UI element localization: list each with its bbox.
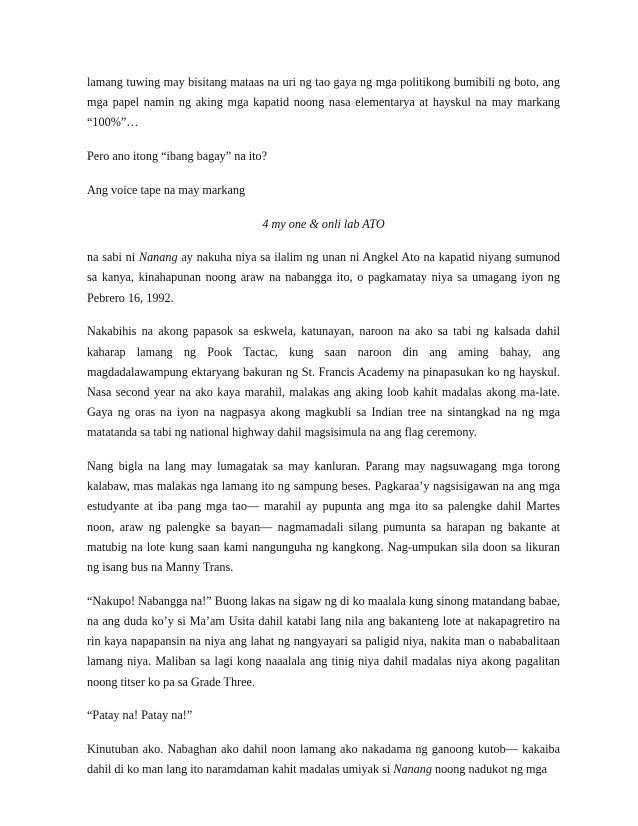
paragraph-5-text-a: na sabi ni [87,250,139,265]
paragraph-5-nanang: Nanang [138,250,178,265]
paragraph-3 [87,180,560,200]
paragraph-7 [87,456,560,577]
tape-label-text: 4 my one & onli lab ATO [262,216,385,231]
paragraph-8-text: “Nakupo! Nabangga na!” Buong lakas na sigaw ng di ko maalala kung sinong matandang babae, na ang duda ko’y si Ma’am Usita dahil katabi lang nila ang bakanteng lote at nakapagretiro na rin kaya napapansin na niya ang lahat ng nangyayari sa paligid niya, nakita man o nababalitaan lamang niya. Maliban sa lagi kong naaalala ang tinig niya dahil madalas niya akong pagalitan noong titser ko pa sa Grade Three. [87,593,560,689]
paragraph-1-text: lamang tuwing may bisitang mataas na uri ng tao gaya ng mga politikong bumibili ng boto, ang mga papel namin ng aking mga kapatid noong nasa elementarya at hayskul na may markang “100%”… [87,75,560,130]
paragraph-3-text: Ang voice tape na may markang [87,182,246,197]
paragraph-10-text-b: noong nadukot ng mga [431,762,548,777]
paragraph-5 [87,247,560,308]
paragraph-2-text: Pero ano itong “ibang bagay” na ito? [87,149,268,164]
paragraph-10-text-a: Kinutuban ako. Nabaghan ako dahil noon lamang ako nakadama ng ganoong kutob— kakaiba dahil di ko man lang ito naramdaman kahit madalas umiyak si [87,741,560,777]
paragraph-10 [87,739,560,779]
paragraph-8 [87,591,560,692]
paragraph-7-text: Nang bigla na lang may lumagatak sa may kanluran. Parang may nagsuwagang mga torong kalabaw, mas malakas nga lamang ito ng sampung beses. Pagkaraa’y nagsisigawan na ang mga estudyante at iba pang mga tao— marahil ay pupunta ang mga ito sa palengke dahil Martes noon, araw ng palengke sa bayan— nagmamadali silang pumunta sa harapan ng bakante at matubig na lote kung saan kami nangunguha ng kangkong. Nag-umpukan sila doon sa likuran ng isang bus na Manny Trans. [87,459,560,575]
paragraph-9 [87,705,560,725]
paragraph-6 [87,321,560,442]
paragraph-1 [87,72,560,133]
paragraph-5-text-b: ay nakuha niya sa ilalim ng unan ni Angkel Ato na kapatid niyang sumunod sa kanya, kinahapunan noong araw na nabangga ito, o pagkamatay niya sa umagang iyon ng Pebrero 16, 1992. [87,250,560,305]
tape-label-line [87,214,560,234]
paragraph-6-text: Nakabihis na akong papasok sa eskwela, katunayan, naroon na ako sa tabi ng kalsada dahil kaharap lamang ng Pook Tactac, kung saan naroon din ang aming bahay, ang magdadalawampung ektaryang bakuran ng St. Francis Academy na pinapasukan ko ng hayskul. Nasa second year na ako kaya marahil, malakas ang aking loob kahit madalas akong ma-late. Gaya ng oras na iyon na nagpasya akong magkubli sa Indian tree na sintangkad na ng mga matatanda sa tabi ng national highway dahil magsisimula na ang flag ceremony. [87,324,560,440]
paragraph-9-text: “Patay na! Patay na!” [87,708,193,723]
paragraph-2 [87,146,560,166]
paragraph-10-nanang: Nanang [393,762,432,777]
